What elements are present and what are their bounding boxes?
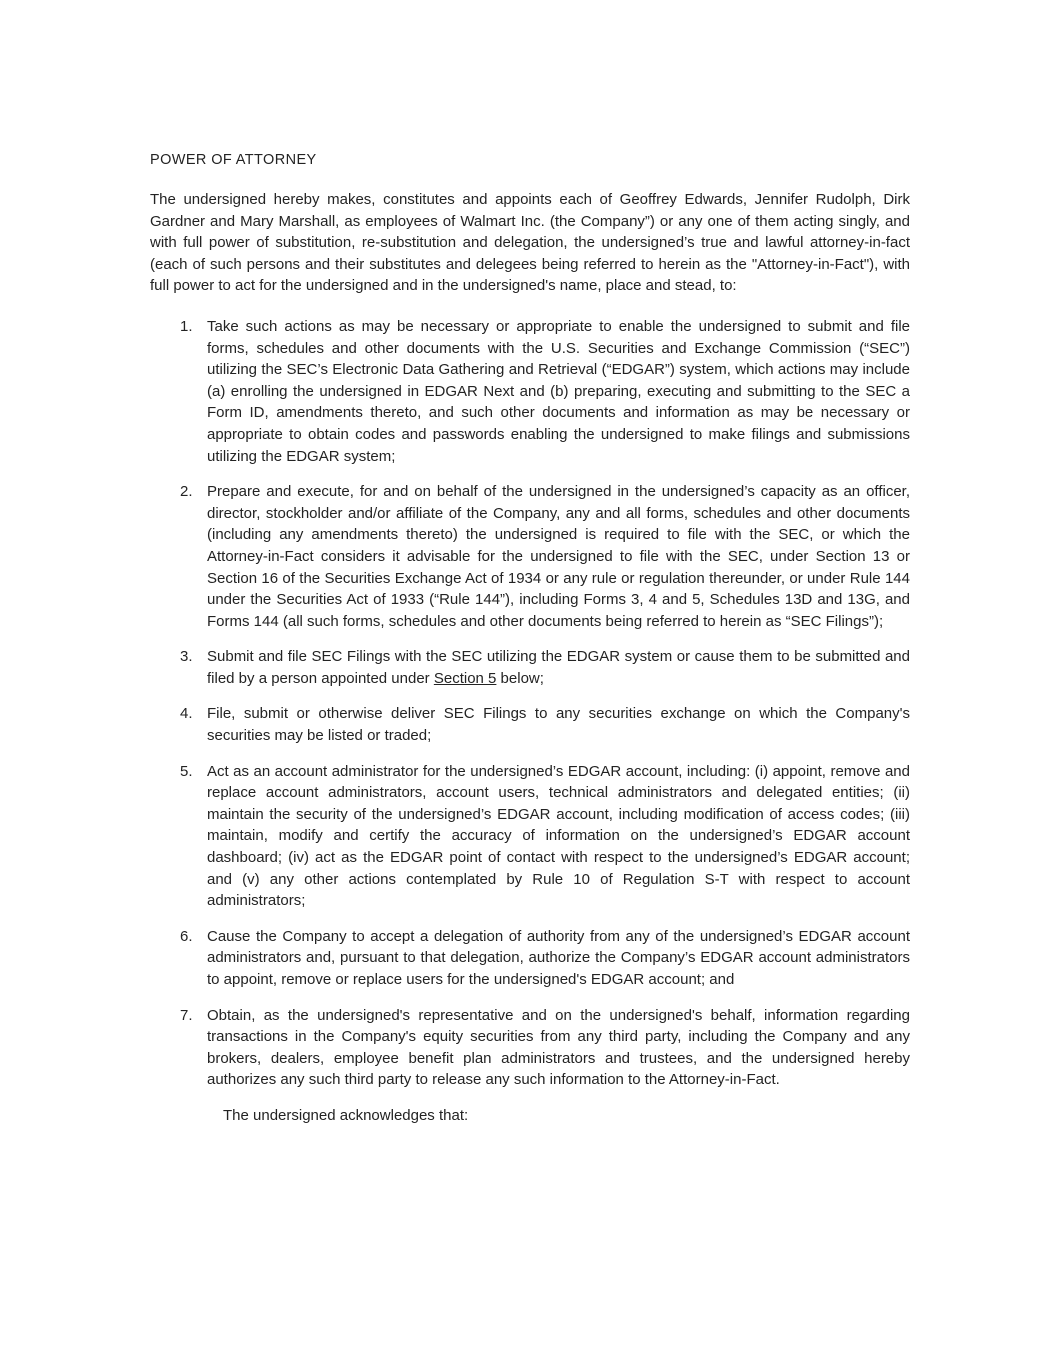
list-item-number: 7. — [180, 1006, 193, 1024]
list-item-number: 1. — [180, 317, 193, 335]
list-item-text-after: below; — [496, 669, 544, 687]
list-item-number: 4. — [180, 705, 193, 723]
list-item-number: 5. — [180, 762, 193, 780]
list-item-text-before: Submit and file SEC Filings with the SEC utilizing the EDGAR system or cause them to be submitted and filed by a person appointed under — [207, 648, 910, 687]
list-item-number: 3. — [180, 648, 193, 666]
list-item-text: File, submit or otherwise deliver SEC Filings to any securities exchange on which the Company's securities may be listed or traded; — [207, 705, 910, 745]
list-item-text — [207, 646, 910, 689]
list-item-7 — [180, 1005, 910, 1091]
section-5-reference: Section 5 — [433, 669, 497, 687]
list-item-5 — [180, 761, 910, 912]
list-item-text: Take such actions as may be necessary or appropriate to enable the undersigned to submit and file forms, schedules and other documents with the U.S. Securities and Exchange Commission (“SEC”) utilizing the SEC’s Electronic Data Gathering and Retrieval (“EDGAR”) system, which actions may include (a) enrolling the undersigned in EDGAR Next and (b) preparing, executing and submitting to the SEC a Form ID, amendments thereto, and such other documents and information as may be necessary or appropriate to obtain codes and passwords enabling the undersigned to make filings and submissions utilizing the EDGAR system; — [207, 317, 910, 465]
list-item-2 — [180, 481, 910, 632]
list-item-number: 2. — [180, 483, 193, 501]
list-item-text: Act as an account administrator for the undersigned’s EDGAR account, including: (i) appoint, remove and replace account administrators, account users, technical administrators and delegated entities; (ii) maintain the security of the undersigned’s EDGAR account, including modification of access codes; (iii) maintain, modify and certify the accuracy of information on the undersigned’s EDGAR account dashboard; (iv) act as the EDGAR point of contact with respect to the undersigned’s EDGAR account; and (v) any other actions contemplated by Rule 10 of Regulation S-T with respect to account administrators; — [207, 762, 910, 910]
document-title: POWER OF ATTORNEY — [150, 152, 317, 168]
list-item-number: 6. — [180, 927, 193, 945]
list-item-6 — [180, 926, 910, 991]
closing-line: The undersigned acknowledges that: — [223, 1106, 469, 1124]
list-item-text: Prepare and execute, for and on behalf of the undersigned in the undersigned’s capacity as an officer, director, stockholder and/or affiliate of the Company, any and all forms, schedules and other documents (including any amendments thereto) the undersigned is required to file with the SEC, or which the Attorney-in-Fact considers it advisable for the undersigned to file with the SEC, under Section 13 or Section 16 of the Securities Exchange Act of 1934 or any rule or regulation thereunder, or under Rule 144 under the Securities Act of 1933 (“Rule 144”), including Forms 3, 4 and 5, Schedules 13D and 13G, and Forms 144 (all such forms, schedules and other documents being referred to herein as “SEC Filings”); — [207, 483, 910, 630]
document-content — [150, 149, 910, 1127]
list-item-text: Cause the Company to accept a delegation of authority from any of the undersigned’s EDGAR account administrators and, pursuant to that delegation, authorize the Company’s EDGAR account administrators to appoint, remove or replace users for the undersigned's EDGAR account; and — [207, 927, 910, 988]
numbered-list — [180, 316, 910, 1091]
list-item-1 — [180, 316, 910, 467]
list-item-4 — [180, 703, 910, 746]
list-item-text: Obtain, as the undersigned's representative and on the undersigned's behalf, information regarding transactions in the Company's equity securities from any third party, including the Company and any brokers, dealers, employee benefit plan administrators and trustees, and the undersigned hereby authorizes any such third party to release any such information to the Attorney-in-Fact. — [207, 1006, 910, 1089]
intro-paragraph: The undersigned hereby makes, constitutes and appoints each of Geoffrey Edwards, Jennifer Rudolph, Dirk Gardner and Mary Marshall, as employees of Walmart Inc. (the Company”) or any one of them acting singly, and with full power of substitution, re-substitution and delegation, the undersigned’s true and lawful attorney-in-fact (each of such persons and their substitutes and delegees being referred to herein as the "Attorney-in-Fact"), with full power to act for the undersigned and in the undersigned's name, place and stead, to: — [150, 191, 910, 295]
list-item-3 — [180, 646, 910, 689]
